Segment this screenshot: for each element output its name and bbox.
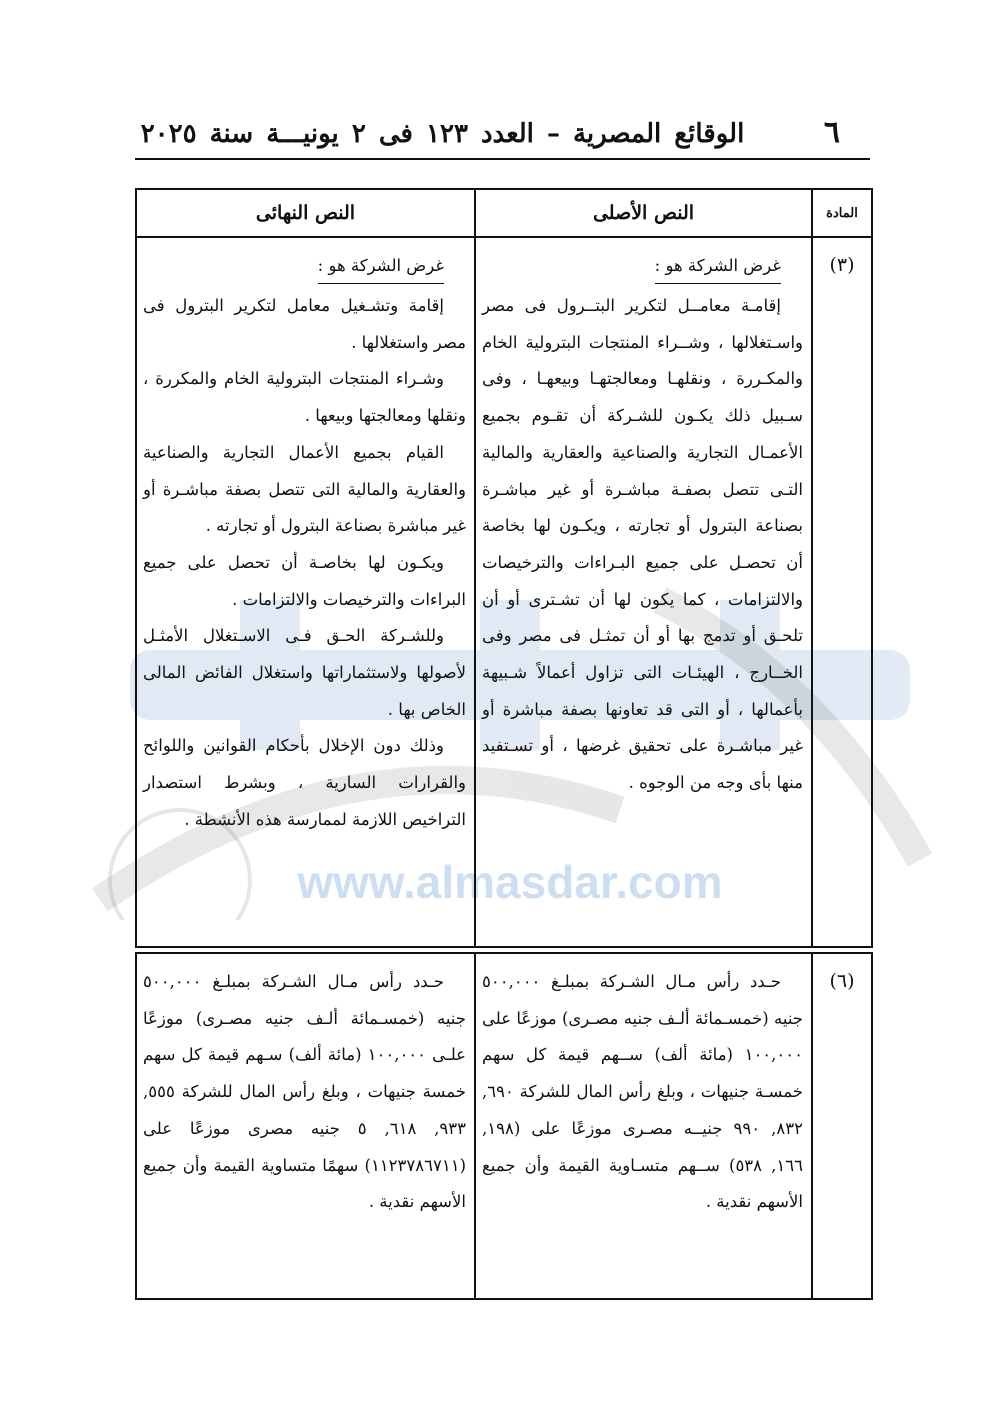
paragraph: إقامة وتشـغيل معامل لتكرير البترول فى مصر واستغلالها .	[143, 296, 466, 352]
column-header-article: المادة	[812, 189, 872, 237]
watermark-url: www.almasdar.com	[297, 856, 723, 908]
column-header-final: النص النهائى	[136, 189, 475, 237]
paragraph: وذلك دون الإخلال بأحكام القوانين واللوائح والقرارات السارية ، وبشرط استصدار التراخيص اللازمة لممارسة هذه الأنشطة .	[143, 736, 466, 829]
page-header	[135, 112, 870, 160]
paragraph: وللشـركة الحـق فـى الاسـتغلال الأمثـل لأصولها ولاستثماراتها واستغلال الفائض المالى الخاص بها .	[143, 626, 466, 719]
purpose-heading: غرض الشركة هو :	[318, 251, 444, 284]
table-header-row	[136, 189, 872, 237]
paragraph: إقامـة معامــل لتكرير البتــرول فى مصر واسـتغلالها ، وشــراء المنتجات البترولية الخام والمكـررة ، ونقلهـا ومعالجتهـا وبيعهـا ، وفى سـبيل ذلك يكـون للشـركة أن تقـوم بجميع الأعمـال التجارية والصناعية والعقارية والمالية التـى تتصل بصفـة مباشـرة أو غير مباشـرة بصناعة البترول أو تجارته ، ويكـون لها بخاصة أن تحصـل على جميع البـراءات والترخيصات والالتزامات ، كما يكون لها أن تشـترى أو أن تلحـق أو تدمج بها أو أن تمثـل فى مصر وفى الخــارج ، الهيئـات التى تزاول أعمالاً شـبيهة بأعمالها ، أو التى قد تعاونها بصفة مباشرة أو غير مباشـرة على تحقيق غرضها ، أو تسـتفيد منها بأى وجه من الوجوه .	[482, 296, 803, 793]
original-text-cell	[475, 237, 812, 947]
paragraph: حـدد رأس مـال الشـركة بمبلـغ ٥٠٠,٠٠٠ جنيه (خمسـمائة ألـف جنيه مصـرى) موزعًا على ١٠٠,٠٠٠ (مائة ألف) ســهم قيمة كل سهم خمسـة جنيهات ، وبلغ رأس المال للشركة ٦٩٠, ٨٣٢, ٩٩٠ جنيــه مصـرى موزعًا على (١٩٨, ١٦٦, ٥٣٨) ســهم متسـاوية القيمة وأن جميع الأسهم نقدية .	[482, 972, 803, 1212]
column-header-original: النص الأصلى	[475, 189, 812, 237]
table-row	[136, 237, 872, 947]
table-row	[136, 953, 872, 1299]
final-text-cell	[136, 237, 475, 947]
articles-table	[135, 188, 873, 1300]
final-text-cell	[136, 953, 475, 1299]
gazette-title: الوقائع المصرية – العدد ١٢٣ فى ٢ يونيـــة سنة ٢٠٢٥	[140, 119, 745, 149]
page-number: ٦	[823, 115, 840, 150]
paragraph: القيام بجميع الأعمال التجارية والصناعية والعقارية والمالية التى تتصل بصفة مباشـرة أو غير مباشرة بصناعة البترول أو تجارته .	[143, 442, 466, 536]
paragraph: حـدد رأس مـال الشـركة بمبلـغ ٥٠٠,٠٠٠ جنيه (خمسـمائة ألـف جنيه مصـرى) موزعًا علـى ١٠٠,٠٠٠ (مائة ألف) سـهم قيمة كل سهم خمسة جنيهات ، وبلغ رأس المال للشركة ٥٥٥, ٩٣٣, ٦١٨, ٥ جنيه مصرى موزعًا على (١١٢٣٧٨٦٧١١) سهمًا متساوية القيمة وأن جميع الأسهم نقدية .	[143, 972, 467, 1212]
article-number: (٣)	[812, 237, 872, 947]
original-text-cell	[475, 953, 812, 1299]
purpose-heading: غرض الشركة هو :	[655, 251, 781, 284]
paragraph: وشـراء المنتجات البترولية الخام والمكررة ، ونقلها ومعالجتها وبيعها .	[143, 369, 466, 426]
paragraph: ويكـون لها بخاصـة أن تحصل على جميع البراءات والترخيصات والالتزامات .	[143, 552, 466, 609]
article-number: (٦)	[812, 953, 872, 1299]
